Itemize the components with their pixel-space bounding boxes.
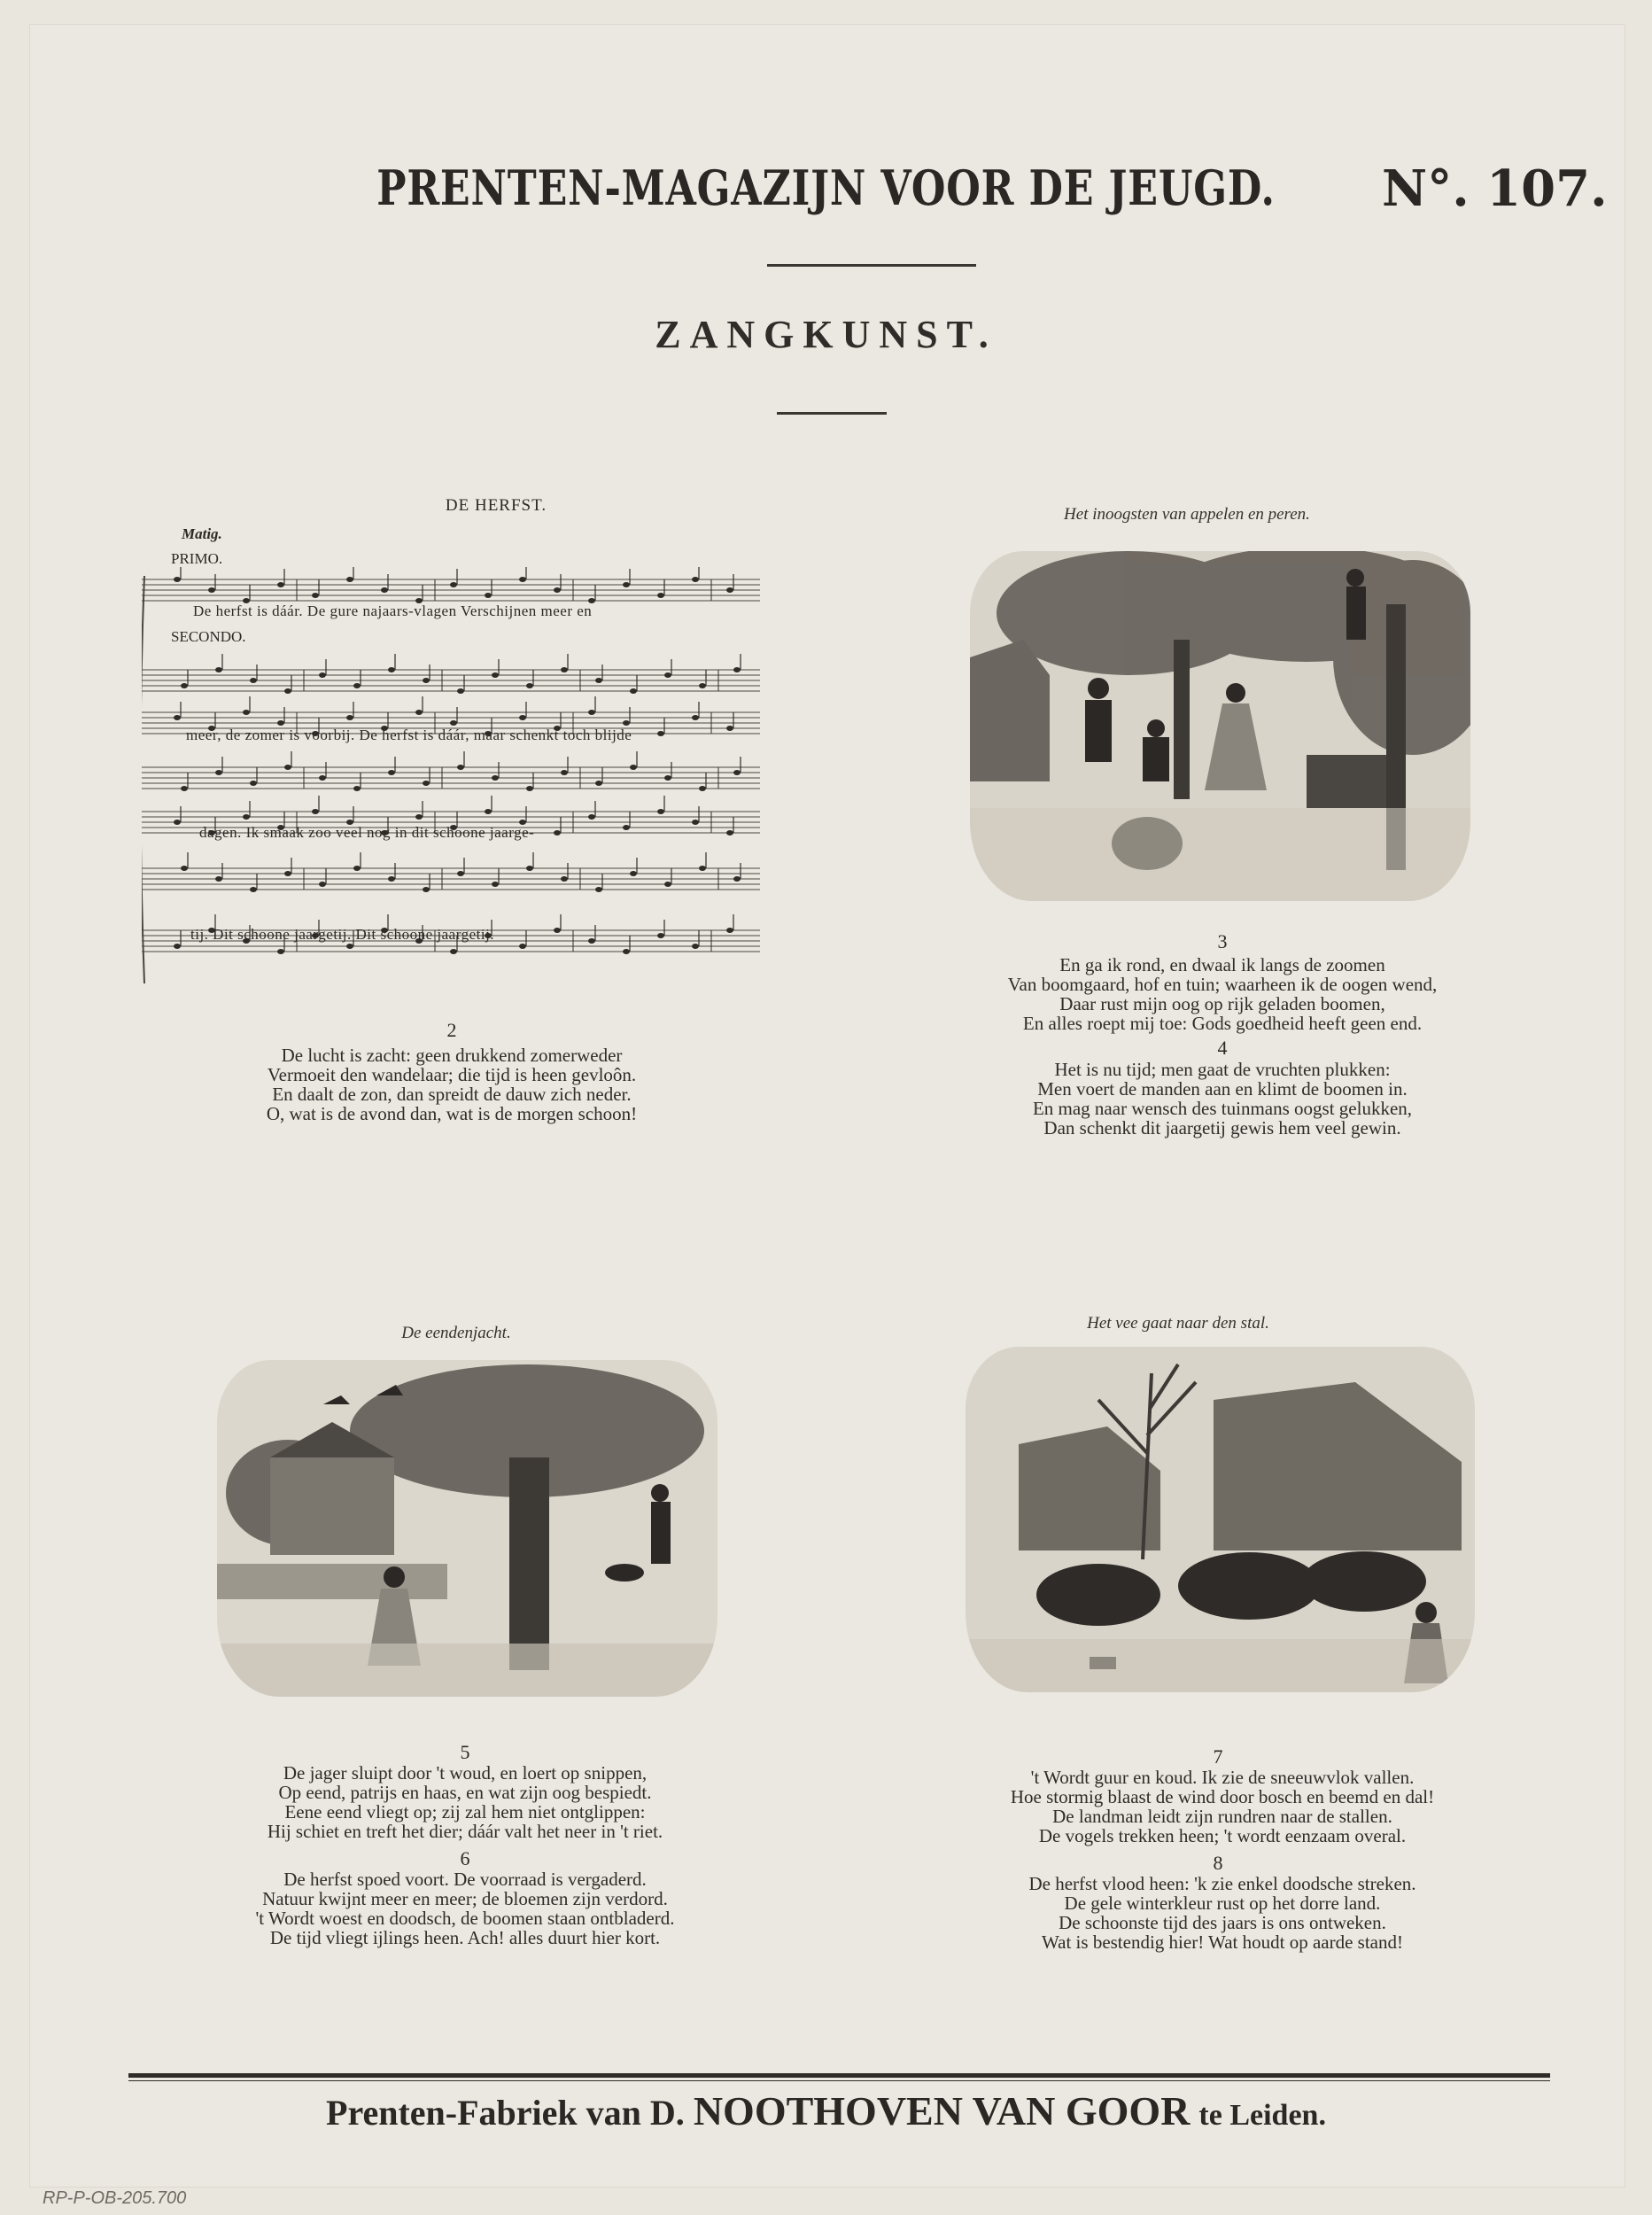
note-head bbox=[277, 949, 284, 954]
note-head bbox=[450, 949, 457, 954]
note-head bbox=[181, 866, 188, 871]
verse-line: Daar rust mijn oog op rijk geladen boomen, bbox=[1059, 993, 1385, 1014]
image-caption-cattle: Het vee gaat naar den stal. bbox=[1087, 1314, 1269, 1333]
verse-line: 't Wordt guur en koud. Ik zie de sneeuwvlok vallen. bbox=[1030, 1767, 1415, 1788]
note-head bbox=[595, 781, 602, 786]
verse-number: 5 bbox=[460, 1741, 470, 1763]
note-head bbox=[415, 814, 423, 820]
verse-line: Hij schiet en treft het dier; dáár valt het neer in 't riet. bbox=[267, 1821, 663, 1842]
image-caption-apples: Het inoogsten van appelen en peren. bbox=[1064, 505, 1310, 524]
note-head bbox=[388, 876, 395, 882]
note-head bbox=[381, 587, 388, 593]
note-head bbox=[457, 688, 464, 694]
note-head bbox=[319, 672, 326, 678]
note-head bbox=[526, 866, 533, 871]
note-head bbox=[250, 678, 257, 683]
note-head bbox=[319, 775, 326, 781]
note-head bbox=[485, 593, 492, 598]
verse-number: 7 bbox=[1213, 1745, 1223, 1768]
note-head bbox=[657, 593, 664, 598]
lyrics-line-4: tij. Dit schoone jaargetij. Dit schoone jaargetij. bbox=[190, 926, 495, 943]
note-head bbox=[243, 814, 250, 820]
verse-line: Dan schenkt dit jaargetij gewis hem veel gewin. bbox=[1043, 1117, 1401, 1139]
note-head bbox=[346, 577, 353, 582]
verse-line: De jager sluipt door 't woud, en loert op snippen, bbox=[283, 1762, 648, 1784]
note-head bbox=[215, 876, 222, 882]
verse-line: De gele winterkleur rust op het dorre land. bbox=[1064, 1892, 1381, 1914]
note-head bbox=[215, 770, 222, 775]
note-head bbox=[657, 809, 664, 814]
note-head bbox=[595, 887, 602, 892]
verse-line: En alles roept mij toe: Gods goedheid heeft geen end. bbox=[1022, 1013, 1423, 1034]
note-head bbox=[623, 949, 630, 954]
verse-line: Natuur kwijnt meer en meer; de bloemen zijn verdord. bbox=[262, 1888, 668, 1909]
note-head bbox=[630, 765, 637, 770]
note-head bbox=[492, 672, 499, 678]
publisher-imprint bbox=[0, 2087, 1652, 2134]
note-head bbox=[277, 582, 284, 587]
note-head bbox=[353, 683, 361, 688]
note-head bbox=[353, 866, 361, 871]
note-head bbox=[277, 720, 284, 726]
verse-2 bbox=[177, 1045, 726, 1123]
note-head bbox=[699, 866, 706, 871]
engraving-cattle-stable bbox=[966, 1347, 1475, 1692]
verse-line: De landman leidt zijn rundren naar de stallen. bbox=[1052, 1806, 1392, 1827]
note-head bbox=[692, 715, 699, 720]
verse-line: Wat is bestendig hier! Wat houdt op aarde stand! bbox=[1042, 1931, 1403, 1953]
verse-number: 2 bbox=[446, 1019, 457, 1041]
note-head bbox=[733, 667, 741, 672]
verse-number: 8 bbox=[1213, 1852, 1223, 1874]
note-head bbox=[415, 710, 423, 715]
verse-line: Op eend, patrijs en haas, en wat zijn oog bespiedt. bbox=[278, 1782, 652, 1803]
page-title: PRENTEN-MAGAZIJN VOOR DE JEUGD. bbox=[376, 159, 1276, 216]
note-head bbox=[284, 688, 291, 694]
imprint-prefix: Prenten-Fabriek van D. bbox=[326, 2093, 685, 2133]
note-head bbox=[346, 715, 353, 720]
note-head bbox=[554, 587, 561, 593]
engraving-apple-harvest bbox=[970, 551, 1470, 901]
verse-line: Men voert de manden aan en klimt de boomen in. bbox=[1037, 1078, 1408, 1100]
section-title: ZANGKUNST. bbox=[655, 313, 997, 356]
note-head bbox=[250, 887, 257, 892]
imprint-publisher: NOOTHOVEN VAN GOOR bbox=[693, 2088, 1191, 2133]
score-title: DE HERFST. bbox=[445, 496, 547, 515]
note-head bbox=[519, 715, 526, 720]
note-head bbox=[174, 944, 181, 949]
note-head bbox=[208, 587, 215, 593]
divider bbox=[767, 264, 976, 267]
verse-line: De herfst vlood heen: 'k zie enkel doodsche streken. bbox=[1028, 1873, 1416, 1894]
note-head bbox=[250, 781, 257, 786]
note-head bbox=[284, 871, 291, 876]
verse-number: 3 bbox=[1217, 930, 1228, 952]
divider bbox=[777, 412, 887, 415]
note-head bbox=[312, 809, 319, 814]
note-head bbox=[692, 577, 699, 582]
note-head bbox=[450, 582, 457, 587]
verse-line: Vermoeit den wandelaar; die tijd is heen gevloôn. bbox=[267, 1064, 637, 1085]
verse-line: Hoe stormig blaast de wind door bosch en beemd en dal! bbox=[1010, 1786, 1435, 1807]
verse-6 bbox=[177, 1869, 753, 1947]
note-head bbox=[492, 775, 499, 781]
note-head bbox=[519, 944, 526, 949]
part-label-secondo: SECONDO. bbox=[171, 628, 246, 645]
note-head bbox=[664, 882, 671, 887]
verse-4 bbox=[939, 1060, 1506, 1138]
verse-8 bbox=[930, 1874, 1515, 1952]
note-head bbox=[526, 786, 533, 791]
verse-line: Het is nu tijd; men gaat de vruchten plukken: bbox=[1054, 1059, 1391, 1080]
verse-3 bbox=[939, 955, 1506, 1033]
note-head bbox=[346, 944, 353, 949]
note-head bbox=[526, 683, 533, 688]
note-head bbox=[319, 882, 326, 887]
note-head bbox=[243, 710, 250, 715]
note-head bbox=[423, 678, 430, 683]
note-head bbox=[692, 944, 699, 949]
note-head bbox=[181, 683, 188, 688]
issue-number: N°. 107. bbox=[1382, 159, 1608, 218]
verse-7 bbox=[930, 1768, 1515, 1846]
note-head bbox=[630, 688, 637, 694]
note-head bbox=[450, 720, 457, 726]
note-head bbox=[561, 770, 568, 775]
note-head bbox=[733, 770, 741, 775]
verse-line: O, wat is de avond dan, wat is de morgen schoon! bbox=[266, 1103, 638, 1124]
verse-line: 't Wordt woest en doodsch, de boomen staan ontbladerd. bbox=[255, 1908, 675, 1929]
verse-line: De lucht is zacht: geen drukkend zomerweder bbox=[281, 1045, 623, 1066]
inventory-number: RP-P-OB-205.700 bbox=[43, 2188, 187, 2208]
image-caption-ducks: De eendenjacht. bbox=[401, 1324, 511, 1342]
verse-line: Van boomgaard, hof en tuin; waarheen ik de oogen wend, bbox=[1007, 974, 1438, 995]
note-head bbox=[457, 765, 464, 770]
note-head bbox=[664, 672, 671, 678]
engraving-duck-hunt bbox=[217, 1360, 717, 1697]
note-head bbox=[388, 770, 395, 775]
footer-rule bbox=[128, 2073, 1550, 2078]
lyrics-line-3: dagen. Ik smaak zoo veel nog in dit schoone jaarge- bbox=[199, 824, 535, 841]
note-head bbox=[181, 786, 188, 791]
note-head bbox=[423, 887, 430, 892]
note-head bbox=[423, 781, 430, 786]
verse-line: En mag naar wensch des tuinmans oogst gelukken, bbox=[1032, 1098, 1413, 1119]
lyrics-line-2: meer, de zomer is voorbij. De herfst is dáár, maar schenkt toch blijde bbox=[186, 727, 632, 743]
note-head bbox=[284, 765, 291, 770]
verse-number: 4 bbox=[1217, 1037, 1228, 1059]
note-head bbox=[588, 710, 595, 715]
note-head bbox=[561, 667, 568, 672]
note-head bbox=[623, 720, 630, 726]
note-head bbox=[457, 871, 464, 876]
note-head bbox=[664, 775, 671, 781]
imprint-place: te Leiden. bbox=[1198, 2099, 1326, 2132]
verse-line: De tijd vliegt ijlings heen. Ach! alles duurt hier kort. bbox=[269, 1927, 661, 1948]
verse-line: De vogels trekken heen; 't wordt eenzaam overal. bbox=[1038, 1825, 1407, 1846]
note-head bbox=[485, 809, 492, 814]
tempo-mark: Matig. bbox=[182, 525, 222, 542]
note-head bbox=[595, 678, 602, 683]
note-head bbox=[623, 582, 630, 587]
note-head bbox=[561, 876, 568, 882]
note-head bbox=[699, 683, 706, 688]
note-head bbox=[215, 667, 222, 672]
note-head bbox=[699, 786, 706, 791]
verse-line: En ga ik rond, en dwaal ik langs de zoomen bbox=[1059, 954, 1385, 975]
verse-line: De schoonste tijd des jaars is ons ontweken. bbox=[1059, 1912, 1386, 1933]
footer-rule-thin bbox=[128, 2080, 1550, 2081]
note-head bbox=[174, 577, 181, 582]
verse-line: Eene eend vliegt op; zij zal hem niet ontglippen: bbox=[284, 1801, 646, 1823]
note-head bbox=[492, 882, 499, 887]
verse-number: 6 bbox=[460, 1847, 470, 1869]
verse-line: En daalt de zon, dan spreidt de dauw zich neder. bbox=[272, 1084, 632, 1105]
note-head bbox=[388, 667, 395, 672]
note-head bbox=[733, 876, 741, 882]
note-head bbox=[174, 715, 181, 720]
note-head bbox=[312, 593, 319, 598]
verse-5 bbox=[177, 1763, 753, 1841]
verse-line: De herfst spoed voort. De voorraad is vergaderd. bbox=[283, 1869, 647, 1890]
note-head bbox=[630, 871, 637, 876]
note-head bbox=[726, 587, 733, 593]
note-head bbox=[353, 786, 361, 791]
note-head bbox=[588, 814, 595, 820]
lyrics-line-1: De herfst is dáár. De gure najaars-vlagen Verschijnen meer en bbox=[193, 602, 593, 619]
note-head bbox=[519, 577, 526, 582]
part-label-primo: PRIMO. bbox=[171, 550, 223, 567]
note-head bbox=[174, 820, 181, 825]
